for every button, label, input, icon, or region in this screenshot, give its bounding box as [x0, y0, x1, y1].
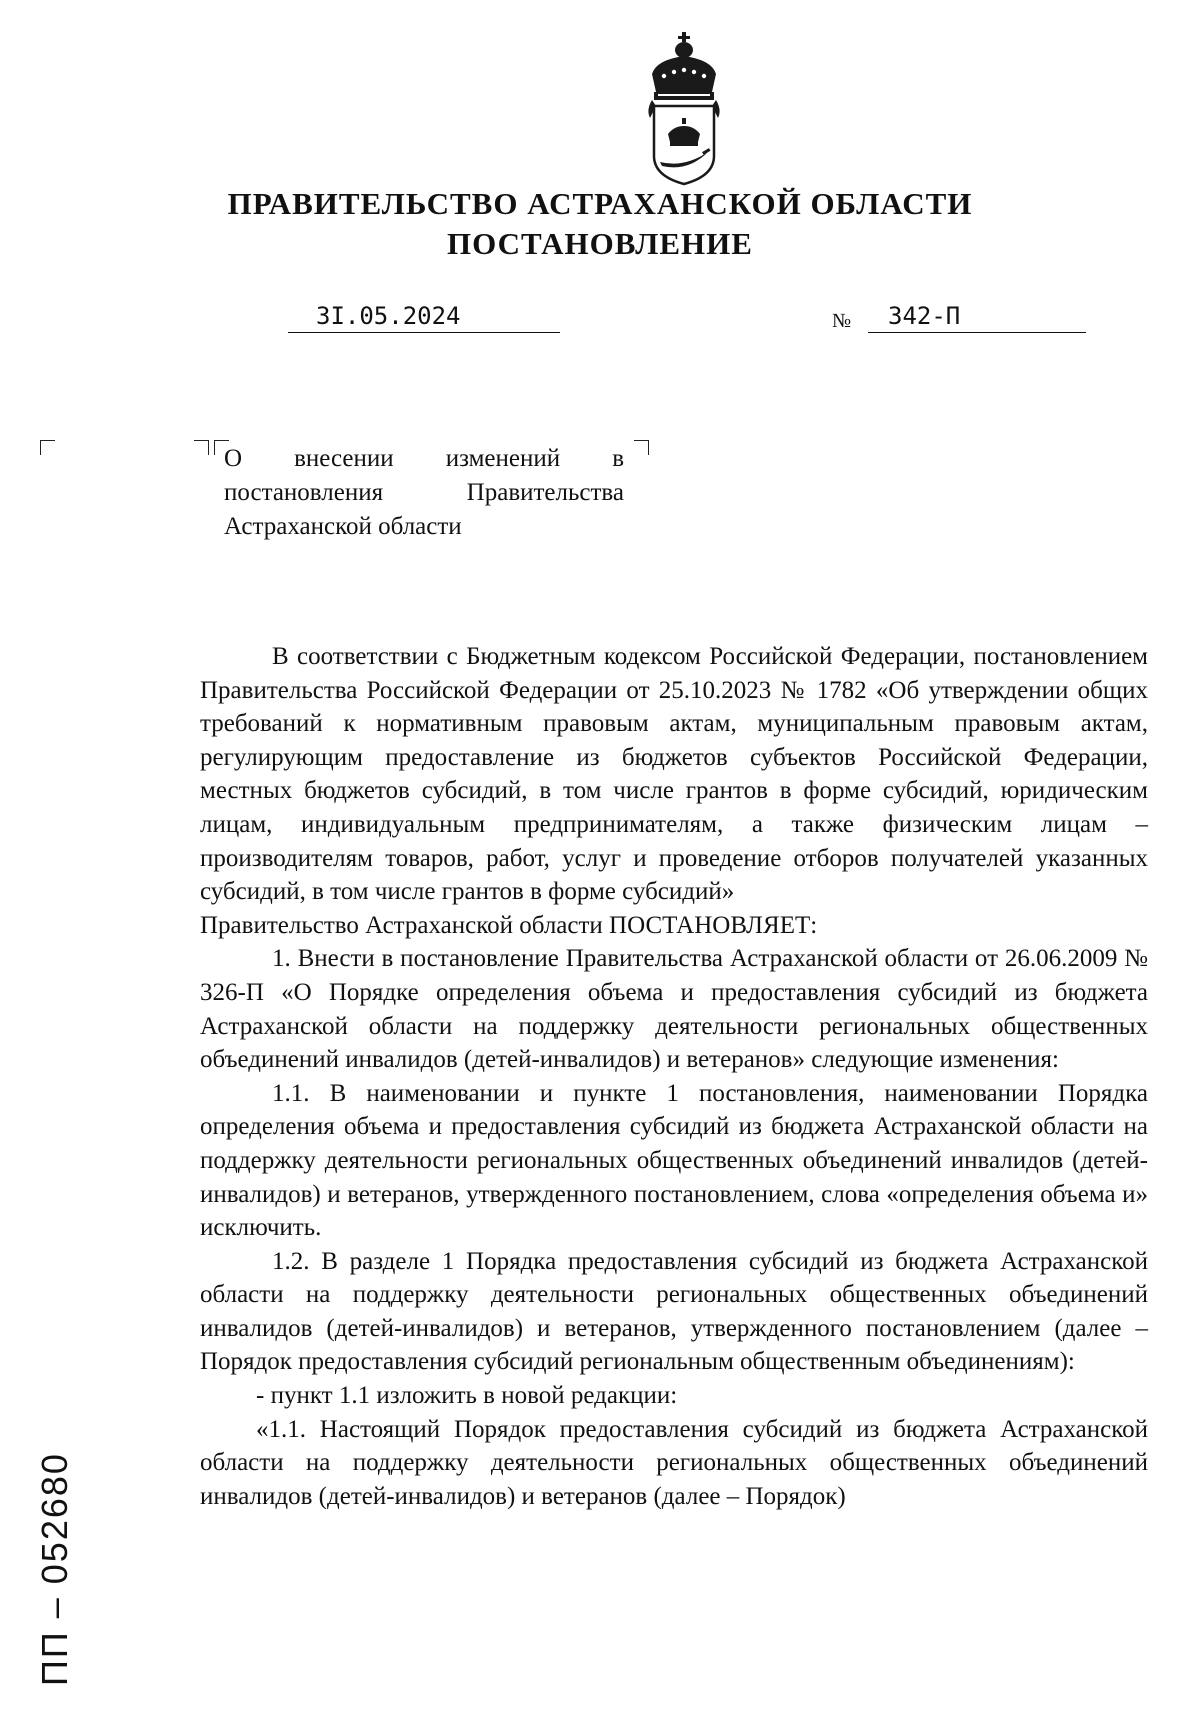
corner-mark: [194, 440, 209, 455]
number-sign: №: [832, 310, 852, 332]
corner-mark: [634, 440, 649, 455]
coat-of-arms-emblem: [642, 30, 726, 190]
document-date: 3I.05.2024: [316, 302, 461, 330]
document-number: 342-П: [888, 302, 961, 330]
number-field: [868, 300, 1086, 333]
item-dash-paragraph: - пункт 1.1 изложить в новой редакции:: [256, 1382, 678, 1410]
item-1-1-paragraph: 1.1. В наименовании и пункте 1 постановления, наименовании Порядка определения объема и предоставления субсидий из бюджета Астраханской области на поддержку деятельности региональных общественных объединений инвалидов (детей-инвалидов) и ветеранов, утвержденного постановлением, слова «определения объема и» исключить.: [200, 1079, 1148, 1242]
item-1-paragraph: 1. Внести в постановление Правительства Астраханской области от 26.06.2009 № 326-П «О Порядке определения объема и предоставления субсидий из бюджета Астраханской области на поддержку деятельности региональных общественных объединений инвалидов (детей-инвалидов) и ветеранов» следующие изменения:: [200, 945, 1148, 1074]
document-subject: О внесении изменений в постановления Правительства Астраханской области: [224, 445, 624, 540]
item-quote-paragraph: «1.1. Настоящий Порядок предоставления субсидий из бюджета Астраханской области на поддержку деятельности региональных общественных объединений инвалидов (детей-инвалидов) и ветеранов (далее – Порядок): [200, 1415, 1148, 1510]
corner-mark: [40, 440, 55, 455]
resolves-line: Правительство Астраханской области ПОСТАНОВЛЯЕТ:: [200, 911, 818, 939]
government-title: ПРАВИТЕЛЬСТВО АСТРАХАНСКОЙ ОБЛАСТИ: [227, 186, 973, 221]
date-field: [288, 300, 560, 333]
serial-number-text: ПП – 052680: [34, 1452, 75, 1686]
preamble-paragraph: В соответствии с Бюджетным кодексом Российской Федерации, постановлением Правительства Российской Федерации от 25.10.2023 № 1782 «Об утверждении общих требований к нормативным правовым актам, муниципальным правовым актам, регулирующим предоставление из бюджетов субъектов Российской Федерации, местных бюджетов субсидий, в том числе грантов в форме субсидий, юридическим лицам, индивидуальным предпринимателям, а также физическим лицам – производителям товаров, работ, услуг и проведение отборов получателей указанных субсидий, в том числе грантов в форме субсидий»: [200, 643, 1148, 906]
side-serial-number: [30, 1400, 75, 1690]
item-1-2-paragraph: 1.2. В разделе 1 Порядка предоставления субсидий из бюджета Астраханской области на поддержку деятельности региональных общественных объединений инвалидов (детей-инвалидов) и ветеранов, утвержденного постановлением (далее – Порядок предоставления субсидий региональным общественным объединениям):: [200, 1247, 1148, 1376]
document-body: [200, 640, 1148, 1513]
document-type-title: ПОСТАНОВЛЕНИЕ: [447, 226, 753, 261]
